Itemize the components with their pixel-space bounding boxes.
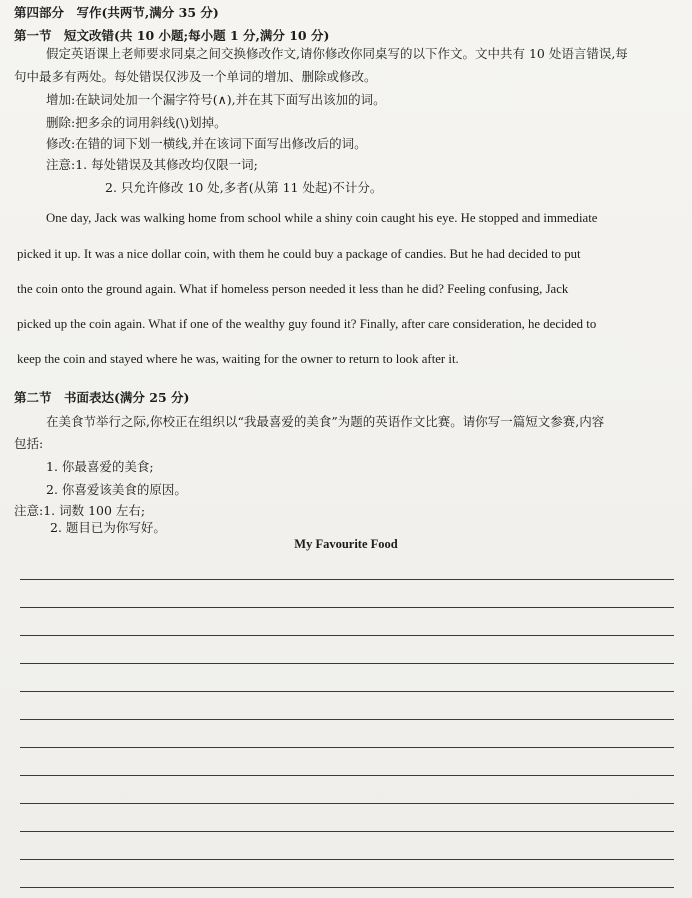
rule-modify: 修改:在错的词下划一横线,并在该词下面写出修改后的词。: [46, 136, 367, 151]
passage-line: the coin onto the ground again. What if homeless person needed it less than he did? Feeling confusing, Jack: [17, 282, 569, 296]
passage-line: One day, Jack was walking home from school while a shiny coin caught his eye. He stopped and immediate: [46, 211, 598, 225]
section1-note2: 2. 只允许修改 10 处,多者(从第 11 处起)不计分。: [105, 180, 383, 195]
section1-heading: 第一节 短文改错(共 10 小题;每小题 1 分,满分 10 分): [14, 28, 330, 43]
section2-intro-line2: 包括:: [14, 436, 44, 451]
writing-line: [20, 803, 674, 804]
section1-intro-line1: 假定英语课上老师要求同桌之间交换修改作文,请你修改你同桌写的以下作文。文中共有 10 处语言错误,每: [46, 46, 628, 61]
section2-note2: 2. 题目已为你写好。: [50, 520, 166, 535]
writing-line: [20, 691, 674, 692]
writing-line: [20, 775, 674, 776]
section1-intro-line2: 句中最多有两处。每处错误仅涉及一个单词的增加、删除或修改。: [14, 69, 377, 84]
part-header: 第四部分 写作(共两节,满分 35 分): [14, 5, 219, 20]
section2-note1: 注意:1. 词数 100 左右;: [14, 503, 146, 518]
rule-add: 增加:在缺词处加一个漏字符号(∧),并在其下面写出该加的词。: [46, 92, 386, 107]
passage-line: picked it up. It was a nice dollar coin, with them he could buy a package of candies. But he had decided to put: [17, 247, 581, 261]
writing-line: [20, 635, 674, 636]
section1-note1: 注意:1. 每处错误及其修改均仅限一词;: [46, 157, 258, 172]
writing-line: [20, 579, 674, 580]
writing-line: [20, 887, 674, 888]
writing-line: [20, 607, 674, 608]
writing-line: [20, 859, 674, 860]
passage-line: keep the coin and stayed where he was, waiting for the owner to return to look after it.: [17, 352, 459, 366]
section2-heading: 第二节 书面表达(满分 25 分): [14, 390, 190, 405]
section2-item2: 2. 你喜爱该美食的原因。: [46, 482, 187, 497]
essay-title: My Favourite Food: [294, 537, 398, 551]
writing-line: [20, 747, 674, 748]
rule-delete: 删除:把多余的词用斜线(\)划掉。: [46, 115, 227, 130]
section2-item1: 1. 你最喜爱的美食;: [46, 459, 154, 474]
writing-line: [20, 663, 674, 664]
writing-line: [20, 831, 674, 832]
writing-line: [20, 719, 674, 720]
section2-intro-line1: 在美食节举行之际,你校正在组织以“我最喜爱的美食”为题的英语作文比赛。请你写一篇短文参赛,内容: [46, 414, 605, 429]
passage-line: picked up the coin again. What if one of the wealthy guy found it? Finally, after care consideration, he decided to: [17, 317, 597, 331]
